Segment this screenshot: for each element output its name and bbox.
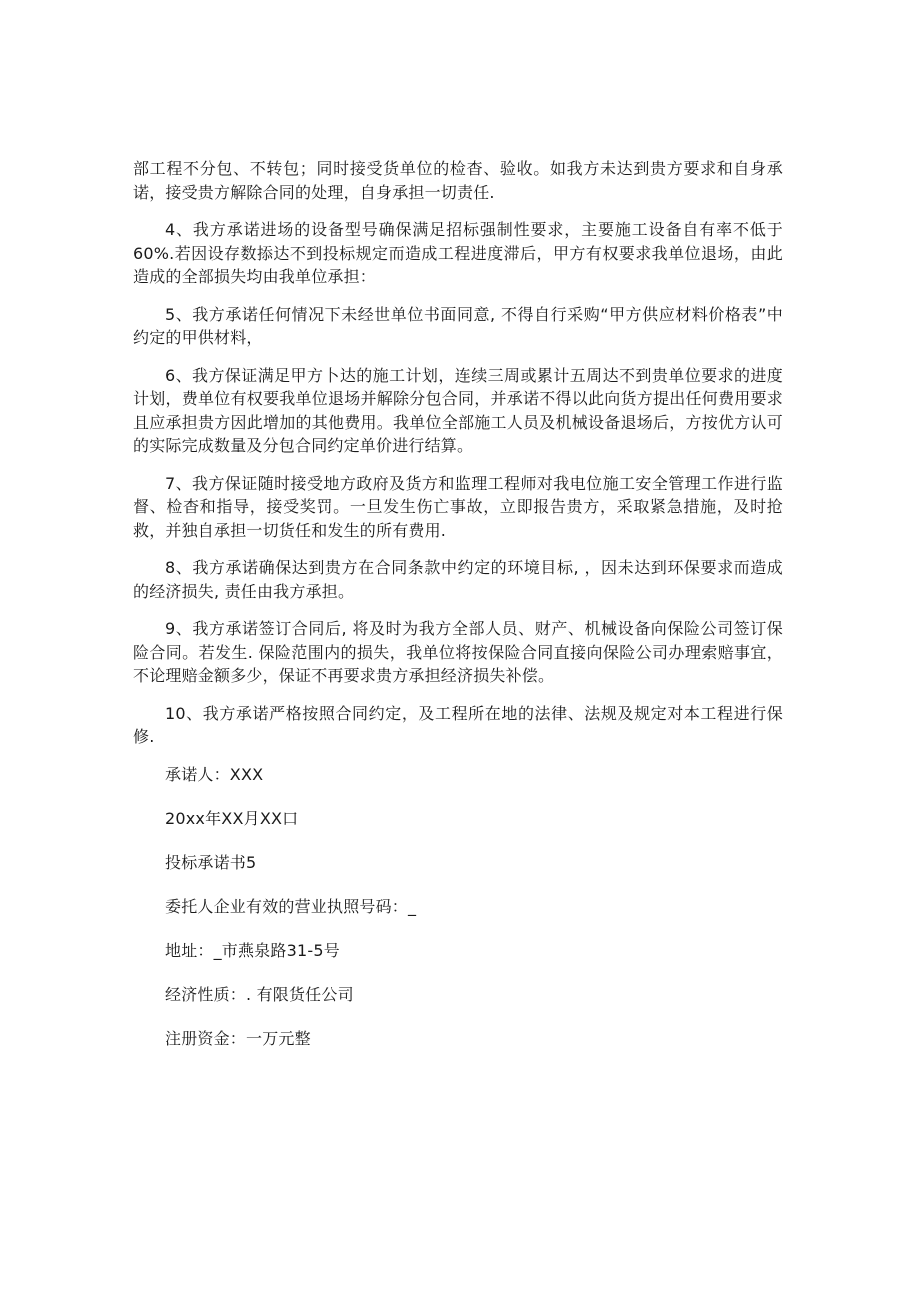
economic-nature-line: 经济性质：. 有限货任公司 [165,984,354,1004]
paragraph-item-10: 10、我方承诺严格按照合同约定，及工程所在地的法律、法规及规定对本工程进行保修. [133,703,783,746]
document-page [133,157,783,1071]
promisor-line: 承诺人：XXX [165,764,264,784]
registered-capital-line: 注册资金：一万元整 [165,1028,311,1048]
paragraph-item-9: 9、我方承诺签订合同后, 将及时为我方全部人员、财产、机械设备向保险公司签订保险合同。若发生. 保险范围内的损失，我单位将按保险合同直接向保险公司办理索赔事宜，不论理赔金额多少，保证不再要求贵方承担经济损失补偿。 [133,619,783,685]
paragraph-continued: 部工程不分包、不转包；同时接受货单位的检杳、验收。如我方未达到贵方要求和自身承诺，接受贵方解除合同的处理，自身承担一切责任. [133,159,783,202]
address-line: 地址：_市燕泉路31-5号 [165,940,340,960]
date-line: 20xx年XX月XX口 [165,808,299,828]
paragraph-item-7: 7、我方保证随时接受地方政府及货方和监理工程师对我电位施工安全管理工作进行监督、检杳和指导，接受奖罚。一旦发生伤亡事故，立即报告贵方，采取紧急措施，及时抢救，并独自承担一切货任和发生的所有费用. [133,473,783,540]
paragraph-item-6: 6、我方保证满足甲方卜达的施工计划，连续三周或累计五周达不到贵单位要求的进度计划，费单位有权要我单位退场并解除分包合同，并承诺不得以此向货方提出任何费用要求且应承担贵方因此增加的其他费用。我单位全部施工人员及机械设备退场后，方按优方认可的实际完成数量及分包合同约定单价进行结算。 [133,365,783,455]
paragraph-item-8: 8、我方承诺确保达到贵方在合同条款中约定的环境目标, ，因未达到环保要求而造成的经济损失, 责任由我方承担。 [133,558,783,601]
license-number-line: 委托人企业有效的营业执照号码：_ [165,896,417,916]
paragraph-item-4: 4、我方承诺进场的设备型号确保满足招标强制性要求，主要施工设备自有率不低于60%.若因设存数掭达不到投标规定而造成工程进度滞后，甲方有权要求我单位退场，由此造成的全部损失均由我单位承担： [133,220,783,286]
section-title: 投标承诺书5 [165,852,257,872]
paragraph-item-5: 5、我方承诺任何情况下未经世单位书面同意, 不得自行采购“甲方供应材料价格表”中约定的甲供材料， [133,304,783,347]
